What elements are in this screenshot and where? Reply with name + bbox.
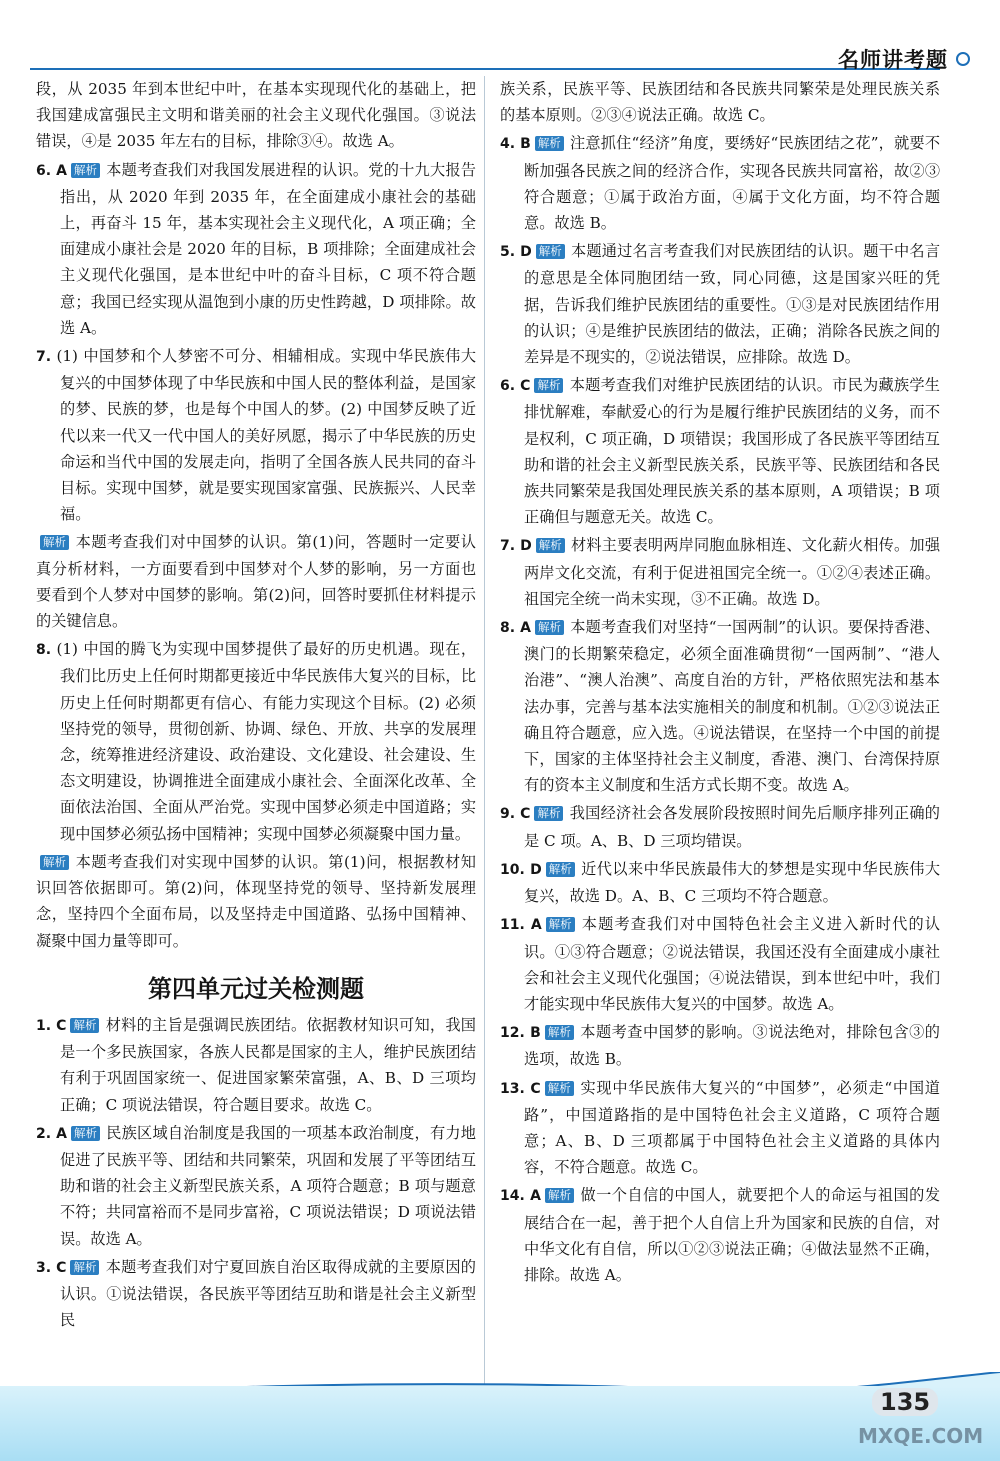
analysis-tag: 解析 (546, 862, 575, 877)
section-title: 第四单元过关检测题 (148, 974, 364, 1003)
analysis-tag: 解析 (534, 378, 563, 393)
answer-entry (500, 911, 940, 1017)
question-number: 4. B (500, 136, 531, 153)
analysis-tag: 解析 (535, 620, 564, 635)
answer-entry (500, 856, 940, 909)
analysis-tag: 解析 (534, 806, 563, 821)
question-number: 1. C (36, 1017, 67, 1034)
answer-text: 我国经济社会各发展阶段按照时间先后顺序排列正确的是 C 项。A、B、D 三项均错误。 (524, 804, 940, 850)
analysis-tag: 解析 (40, 855, 69, 870)
page-number: 135 (872, 1388, 938, 1416)
answer-entry (500, 238, 940, 370)
answer-entry (36, 1254, 476, 1334)
answer-text: 近代以来中华民族最伟大的梦想是实现中华民族伟大复兴，故选 D。A、B、C 三项均不符合题意。 (524, 859, 941, 906)
analysis-tag: 解析 (536, 538, 565, 553)
question-number: 8. A (500, 620, 531, 637)
answer-text: 材料主要表明两岸同胞血脉相连、文化薪火相传。加强两岸文化交流，有利于促进祖国完全统一。①②④表述正确。祖国完全统一尚未实现，③不正确。故选 D。 (524, 536, 941, 608)
analysis-tag: 解析 (71, 1126, 100, 1141)
answer-text: 材料的主旨是强调民族团结。依据教材知识可知，我国是一个多民族国家，各族人民都是国家的主人，维护民族团结有利于巩固国家统一、促进国家繁荣富强，A、B、D 三项均正确；C 项说法错误，符合题目要求。故选 C。 (60, 1015, 476, 1114)
answer-entry (500, 1019, 940, 1072)
answer-entry (36, 849, 476, 954)
question-number: 8. (36, 642, 52, 659)
answer-entry (500, 372, 940, 530)
answer-entry (500, 532, 940, 612)
answer-entry (36, 343, 476, 527)
answer-entry (500, 1182, 940, 1288)
analysis-tag: 解析 (70, 1260, 99, 1275)
analysis-tag: 解析 (40, 535, 69, 550)
analysis-tag: 解析 (536, 244, 565, 259)
answer-text: 本题考查我们对宁夏回族自治区取得成就的主要原因的认识。①说法错误，各民族平等团结互助和谐是社会主义新型民 (60, 1257, 476, 1330)
header-rule (30, 68, 940, 70)
answer-entry (36, 157, 476, 341)
answer-text: 段，从 2035 年到本世纪中叶，在基本实现现代化的基础上，把我国建成富强民主文明和谐美丽的社会主义现代化强国。③说法错误，④是 2035 年左右的目标，排除③④。故选 A。 (36, 80, 476, 151)
analysis-tag: 解析 (71, 163, 100, 178)
analysis-tag: 解析 (70, 1018, 99, 1033)
answer-text: 做一个自信的中国人，就要把个人的命运与祖国的发展结合在一起，善于把个人自信上升为国家和民族的自信，对中华文化有自信，所以①②③说法正确；④做法显然不正确，排除。故选 A。 (524, 1186, 941, 1284)
question-number: 7. (36, 349, 52, 366)
answer-text: 本题考查我们对维护民族团结的认识。市民为藏族学生排忧解难，奉献爱心的行为是履行维护民族团结的义务，而不是权利，C 项正确，D 项错误；我国形成了各民族平等团结互助和谐的社会主义新型民族关系，民族平等、民族团结和各民族共同繁荣是我国处理民族关系的基本原则，A 项错误；B 项正确但与题意无关。故选 C。 (524, 376, 940, 527)
answer-text: 本题考查我们对坚持“一国两制”的认识。要保持香港、澳门的长期繁荣稳定，必须全面准确贯彻“一国两制”、“港人治港”、“澳人治澳”、高度自治的方针，严格依照宪法和基本法办事，完善与基本法实施相关的制度和机制。①②③说法正确且符合题意，应入选。④说法错误，在坚持一个中国的前提下，国家的主体坚持社会主义制度，香港、澳门、台湾保持原有的资本主义制度和生活方式长期不变。故选 A。 (524, 618, 940, 795)
answer-text: 本题通过名言考查我们对民族团结的认识。题干中名言的意思是全体同胞团结一致，同心同德，这是国家兴旺的凭据，告诉我们维护民族团结的重要性。①③是对民族团结作用的认识；④是维护民族团结的做法，正确；消除各民族之间的差异是不现实的，②说法错误，应排除。故选 D。 (524, 242, 941, 367)
answer-text: (1) 中国的腾飞为实现中国梦提供了最好的历史机遇。现在，我们比历史上任何时期都更接近中华民族伟大复兴的目标，比历史上任何时期都更有信心、有能力实现这个目标。(2) 必须坚持党的领导，贯彻创新、协调、绿色、开放、共享的发展理念，统筹推进经济建设、政治建设、文化建设、社会建设、生态文明建设，协调推进全面建成小康社会、全面深化改革、全面依法治国、全面从严治党。实现中国梦必须走中国道路；实现中国梦必须弘扬中国精神；实现中国梦必须凝聚中国力量。 (56, 640, 477, 843)
question-number: 14. A (500, 1188, 541, 1205)
question-number: 3. C (36, 1259, 67, 1276)
answer-entry (500, 130, 940, 236)
question-number: 2. A (36, 1125, 67, 1142)
analysis-tag: 解析 (545, 1081, 574, 1096)
watermark: MXQE.COM (858, 1424, 984, 1448)
answer-text: 注意抓住“经济”角度，要绣好“民族团结之花”，就要不断加强各民族之间的经济合作，实现各民族共同富裕，故②③符合题意；①属于政治方面，④属于文化方面，均不符合题意。故选 B。 (524, 134, 941, 233)
question-number: 11. A (500, 917, 542, 934)
footer-band (0, 1386, 1000, 1461)
question-number: 5. D (500, 244, 532, 261)
question-number: 7. D (500, 538, 532, 555)
answer-entry (500, 1075, 940, 1181)
answer-entry (36, 76, 476, 155)
answer-entry (36, 529, 476, 634)
answer-text: 本题考查我们对中国特色社会主义进入新时代的认识。①③符合题意；②说法错误，我国还没有全面建成小康社会和社会主义现代化强国；④说法错误，到本世纪中叶，我们才能实现中华民族伟大复兴的中国梦。故选 A。 (524, 915, 940, 1013)
question-number: 10. D (500, 861, 542, 878)
question-number: 9. C (500, 806, 531, 823)
answer-entry (500, 76, 940, 128)
unit-test-answer-list (36, 1012, 476, 1333)
question-number: 13. C (500, 1080, 541, 1097)
answer-text: (1) 中国梦和个人梦密不可分、相辅相成。实现中华民族伟大复兴的中国梦体现了中华民族和中国人民的整体利益，是国家的梦、民族的梦，也是每个中国人的梦。(2) 中国梦反映了近代以来一代又一代中国人的美好夙愿，揭示了中华民族的历史命运和当代中国的发展走向，指明了全国各族人民共同的奋斗目标。实现中国梦，就是要实现国家富强、民族振兴、人民幸福。 (56, 347, 477, 524)
analysis-tag: 解析 (535, 136, 564, 151)
answer-entry (36, 636, 476, 847)
answer-text: 实现中华民族伟大复兴的“中国梦”，必须走“中国道路”，中国道路指的是中国特色社会主义道路，C 项符合题意；A、B、D 三项都属于中国特色社会主义道路的具体内容，不符合题意。故选 C。 (524, 1078, 940, 1177)
question-number: 6. A (36, 162, 67, 179)
question-number: 12. B (500, 1025, 541, 1042)
analysis-tag: 解析 (545, 1188, 574, 1203)
answer-text: 本题考查我们对中国梦的认识。第(1)问，答题时一定要认真分析材料，一方面要看到中国梦对个人梦的影响，另一方面也要看到个人梦对中国梦的影响。第(2)问，回答时要抓住材料提示的关键信息。 (36, 533, 476, 631)
question-number: 6. C (500, 378, 531, 395)
right-answer-list (500, 76, 940, 1288)
analysis-tag: 解析 (545, 1025, 574, 1040)
answer-text: 本题考查我们对我国发展进程的认识。党的十九大报告指出，从 2020 年到 2035 年，在全面建成小康社会的基础上，再奋斗 15 年，基本实现社会主义现代化，A 项正确；全面建成小康社会是 2020 年的目标，B 项排除；全面建成社会主义现代化强国，是本世纪中叶的奋斗目标，C 项不符合题意；我国已经实现从温饱到小康的历史性跨越，D 项排除。故选 A。 (60, 160, 476, 337)
header-bullet-icon (956, 52, 970, 66)
column-divider (484, 76, 485, 1386)
answer-text: 本题考查中国梦的影响。③说法绝对，排除包含③的选项，故选 B。 (524, 1023, 940, 1069)
answer-text: 族关系，民族平等、民族团结和各民族共同繁荣是处理民族关系的基本原则。②③④说法正确。故选 C。 (500, 80, 940, 125)
answer-text: 本题考查我们对实现中国梦的认识。第(1)问，根据教材知识回答依据即可。第(2)问，体现坚持党的领导、坚持新发展理念，坚持四个全面布局，以及坚持走中国道路、弘扬中国精神、凝聚中国力量等即可。 (36, 852, 476, 950)
answer-entry (500, 614, 940, 798)
answer-entry (36, 1120, 476, 1252)
left-answer-list (36, 76, 476, 954)
left-column (36, 76, 476, 1335)
analysis-tag: 解析 (546, 917, 575, 932)
right-column (500, 76, 940, 1290)
answer-entry (36, 1012, 476, 1118)
answer-entry (500, 800, 940, 853)
answer-text: 民族区域自治制度是我国的一项基本政治制度，有力地促进了民族平等、团结和共同繁荣，巩固和发展了平等团结互助和谐的社会主义新型民族关系，A 项符合题意；B 项与题意不符；共同富裕而不是同步富裕，C 项说法错误；D 项说法错误。故选 A。 (60, 1123, 476, 1248)
running-header-title: 名师讲考题 (838, 48, 948, 72)
